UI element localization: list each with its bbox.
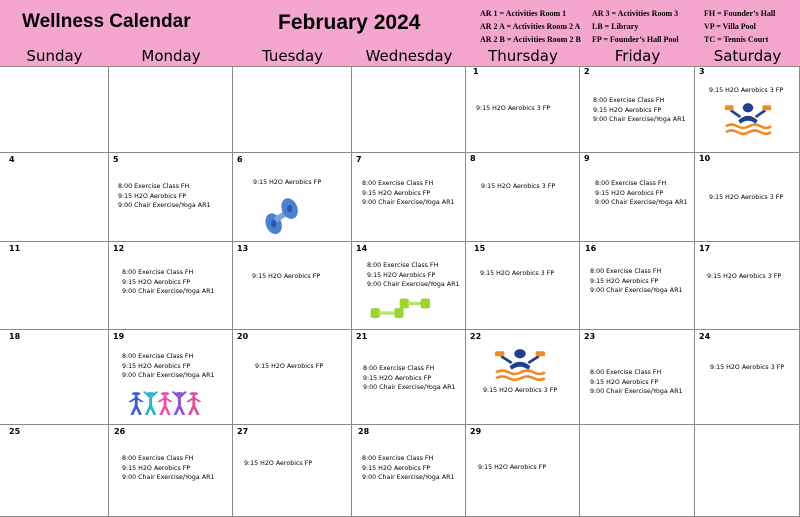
event-item: 9:15 H2O Aerobics FP xyxy=(122,278,191,286)
day-number: 20 xyxy=(237,332,249,341)
day-number: 25 xyxy=(9,427,21,436)
event-item: 8:00 Exercise Class FH xyxy=(590,268,662,275)
calendar-day-cell xyxy=(466,66,580,153)
day-number: 24 xyxy=(699,332,711,341)
legend-item: LB = Library xyxy=(592,22,639,31)
weekday-header-friday: Friday xyxy=(614,47,661,65)
calendar-day-cell xyxy=(695,66,800,153)
event-list xyxy=(590,267,682,296)
calendar-day-cell xyxy=(695,330,800,425)
calendar-day-cell xyxy=(695,242,800,330)
calendar-day-cell xyxy=(352,153,466,242)
legend-item: AR 2 A = Activities Room 2 A xyxy=(480,22,581,31)
day-number: 11 xyxy=(9,244,21,253)
event-list xyxy=(118,182,210,211)
event-item: 8:00 Exercise Class FH xyxy=(122,269,194,276)
event-item: 9:15 H2O Aerobics FP xyxy=(363,374,432,382)
location-legend-col2 xyxy=(592,7,679,46)
calendar-day-cell xyxy=(580,425,695,517)
calendar-day-cell xyxy=(0,330,109,425)
event-list xyxy=(593,96,685,125)
event-item: 9:00 Chair Exercise/Yoga AR1 xyxy=(362,474,455,481)
event-item: 8:00 Exercise Class FH xyxy=(593,97,665,104)
event-item: 9:15 H2O Aerobics 3 FP xyxy=(707,273,782,280)
event-item: 9:15 H2O Aerobics 3 FP xyxy=(709,87,784,94)
day-number: 14 xyxy=(356,244,368,253)
event-item: 9:15 H2O Aerobics FP xyxy=(252,273,321,280)
day-number: 1 xyxy=(473,67,479,76)
event-list xyxy=(253,178,321,188)
event-item: 9:15 H2O Aerobics FP xyxy=(244,460,313,467)
location-legend-col3 xyxy=(704,7,775,46)
calendar-day-cell xyxy=(109,425,233,517)
legend-item: AR 2 B = Activities Room 2 B xyxy=(480,35,581,44)
event-list xyxy=(707,272,781,282)
weekday-header-wednesday: Wednesday xyxy=(365,47,453,65)
event-item: 8:00 Exercise Class FH xyxy=(362,180,434,187)
calendar-day-cell xyxy=(466,242,580,330)
event-item: 9:15 H2O Aerobics 3 FP xyxy=(483,387,558,394)
calendar-day-cell xyxy=(233,242,352,330)
day-number: 4 xyxy=(9,155,15,164)
calendar-day-cell xyxy=(466,330,580,425)
weekday-header-tuesday: Tuesday xyxy=(261,47,324,65)
event-item: 9:00 Chair Exercise/Yoga AR1 xyxy=(122,372,215,379)
event-item: 9:00 Chair Exercise/Yoga AR1 xyxy=(595,199,688,206)
event-item: 8:00 Exercise Class FH xyxy=(118,183,190,190)
calendar-day-cell xyxy=(695,425,800,517)
calendar-day-cell xyxy=(233,330,352,425)
event-list xyxy=(244,459,312,469)
day-number: 6 xyxy=(237,155,243,164)
swimmer-icon xyxy=(724,96,772,138)
event-item: 8:00 Exercise Class FH xyxy=(363,365,435,372)
event-item: 8:00 Exercise Class FH xyxy=(595,180,667,187)
weekday-header-thursday: Thursday xyxy=(488,47,558,65)
day-number: 27 xyxy=(237,427,249,436)
location-legend-col1 xyxy=(480,7,581,46)
day-number: 15 xyxy=(474,244,486,253)
calendar-day-cell xyxy=(466,425,580,517)
event-item: 8:00 Exercise Class FH xyxy=(590,369,662,376)
event-item: 9:15 H2O Aerobics 3 FP xyxy=(476,105,551,112)
exercisers-icon xyxy=(129,390,201,416)
day-number: 16 xyxy=(585,244,597,253)
weekday-header-monday: Monday xyxy=(141,47,201,65)
event-list xyxy=(255,362,323,372)
event-list xyxy=(483,386,557,396)
legend-item: AR 3 = Activities Room 3 xyxy=(592,9,679,18)
event-item: 9:15 H2O Aerobics FP xyxy=(122,362,191,370)
day-number: 5 xyxy=(113,155,119,164)
day-number: 17 xyxy=(699,244,711,253)
event-list xyxy=(122,352,214,381)
day-number: 21 xyxy=(356,332,368,341)
event-list xyxy=(709,193,783,203)
month-title: February 2024 xyxy=(278,11,421,34)
event-item: 8:00 Exercise Class FH xyxy=(362,455,434,462)
event-item: 9:15 H2O Aerobics FP xyxy=(590,277,659,285)
calendar-day-cell xyxy=(580,242,695,330)
calendar-day-cell xyxy=(580,330,695,425)
event-item: 9:15 H2O Aerobics 3 FP xyxy=(710,364,785,371)
event-item: 9:00 Chair Exercise/Yoga AR1 xyxy=(367,281,460,288)
event-item: 9:00 Chair Exercise/Yoga AR1 xyxy=(590,287,683,294)
event-list xyxy=(367,261,459,290)
weekday-header-sunday: Sunday xyxy=(26,47,83,65)
event-item: 8:00 Exercise Class FH xyxy=(122,455,194,462)
legend-item: VP = Villa Pool xyxy=(704,22,756,31)
calendar-day-cell xyxy=(233,153,352,242)
event-item: 8:00 Exercise Class FH xyxy=(367,262,439,269)
event-item: 9:15 H2O Aerobics FP xyxy=(253,179,322,186)
event-list xyxy=(481,182,555,192)
calendar-day-cell xyxy=(0,242,109,330)
event-item: 9:00 Chair Exercise/Yoga AR1 xyxy=(363,384,456,391)
day-number: 18 xyxy=(9,332,21,341)
calendar-day-cell xyxy=(0,425,109,517)
legend-item: FH = Founder’s Hall xyxy=(704,9,776,18)
event-list xyxy=(709,86,783,96)
calendar-day-cell xyxy=(0,66,109,153)
event-item: 9:15 H2O Aerobics FP xyxy=(255,363,324,370)
calendar-day-cell xyxy=(580,153,695,242)
legend-item: FP = Founder’s Hall Pool xyxy=(592,35,679,44)
calendar-day-cell xyxy=(109,153,233,242)
event-item: 9:15 H2O Aerobics FP xyxy=(362,189,431,197)
day-number: 29 xyxy=(470,427,482,436)
event-item: 9:00 Chair Exercise/Yoga AR1 xyxy=(122,288,215,295)
event-list xyxy=(478,463,546,473)
event-list xyxy=(122,454,214,483)
event-list xyxy=(252,272,320,282)
calendar-day-cell xyxy=(695,153,800,242)
app-title: Wellness Calendar xyxy=(22,11,191,32)
calendar-day-cell xyxy=(109,66,233,153)
event-item: 9:15 H2O Aerobics 3 FP xyxy=(480,270,555,277)
day-number: 13 xyxy=(237,244,249,253)
event-list xyxy=(590,368,682,397)
day-number: 8 xyxy=(470,154,476,163)
calendar-day-cell xyxy=(352,425,466,517)
calendar-day-cell xyxy=(233,425,352,517)
event-item: 9:15 H2O Aerobics FP xyxy=(595,189,664,197)
calendar-day-cell xyxy=(352,242,466,330)
calendar-header xyxy=(0,0,800,66)
event-item: 9:15 H2O Aerobics FP xyxy=(593,106,662,114)
calendar-day-cell xyxy=(466,153,580,242)
day-number: 2 xyxy=(584,67,590,76)
day-number: 12 xyxy=(113,244,125,253)
day-number: 10 xyxy=(699,154,711,163)
day-number: 22 xyxy=(470,332,482,341)
legend-item: AR 1 = Activities Room 1 xyxy=(480,9,567,18)
event-item: 9:15 H2O Aerobics 3 FP xyxy=(709,194,784,201)
day-number: 3 xyxy=(699,67,705,76)
calendar-day-cell xyxy=(580,66,695,153)
event-list xyxy=(480,269,554,279)
event-list xyxy=(362,454,454,483)
event-list xyxy=(362,179,454,208)
event-item: 9:00 Chair Exercise/Yoga AR1 xyxy=(122,474,215,481)
event-list xyxy=(363,364,455,393)
day-number: 23 xyxy=(584,332,596,341)
event-item: 9:15 H2O Aerobics FP xyxy=(478,464,547,471)
event-item: 8:00 Exercise Class FH xyxy=(122,353,194,360)
event-item: 9:15 H2O Aerobics FP xyxy=(122,464,191,472)
event-item: 9:15 H2O Aerobics 3 FP xyxy=(481,183,556,190)
day-number: 9 xyxy=(584,154,590,163)
water-dumbbell-icon xyxy=(263,196,301,238)
event-item: 9:00 Chair Exercise/Yoga AR1 xyxy=(590,388,683,395)
event-list xyxy=(710,363,784,373)
calendar-day-cell xyxy=(352,66,466,153)
day-number: 7 xyxy=(356,155,362,164)
event-item: 9:15 H2O Aerobics FP xyxy=(362,464,431,472)
calendar-day-cell xyxy=(0,153,109,242)
weekday-header-saturday: Saturday xyxy=(713,47,782,65)
calendar-day-cell xyxy=(109,242,233,330)
event-item: 9:15 H2O Aerobics FP xyxy=(367,271,436,279)
event-list xyxy=(122,268,214,297)
calendar-day-cell xyxy=(352,330,466,425)
day-number: 28 xyxy=(358,427,370,436)
event-item: 9:00 Chair Exercise/Yoga AR1 xyxy=(118,202,211,209)
day-number: 19 xyxy=(113,332,125,341)
event-item: 9:15 H2O Aerobics FP xyxy=(118,192,187,200)
event-item: 9:00 Chair Exercise/Yoga AR1 xyxy=(593,116,686,123)
event-list xyxy=(476,104,550,114)
calendar-day-cell xyxy=(109,330,233,425)
swimmer-icon xyxy=(494,342,546,384)
event-item: 9:00 Chair Exercise/Yoga AR1 xyxy=(362,199,455,206)
event-list xyxy=(595,179,687,208)
event-item: 9:15 H2O Aerobics FP xyxy=(590,378,659,386)
dumbbells-icon xyxy=(368,294,434,322)
legend-item: TC = Tennis Court xyxy=(704,35,769,44)
day-number: 26 xyxy=(114,427,126,436)
calendar-day-cell xyxy=(233,66,352,153)
